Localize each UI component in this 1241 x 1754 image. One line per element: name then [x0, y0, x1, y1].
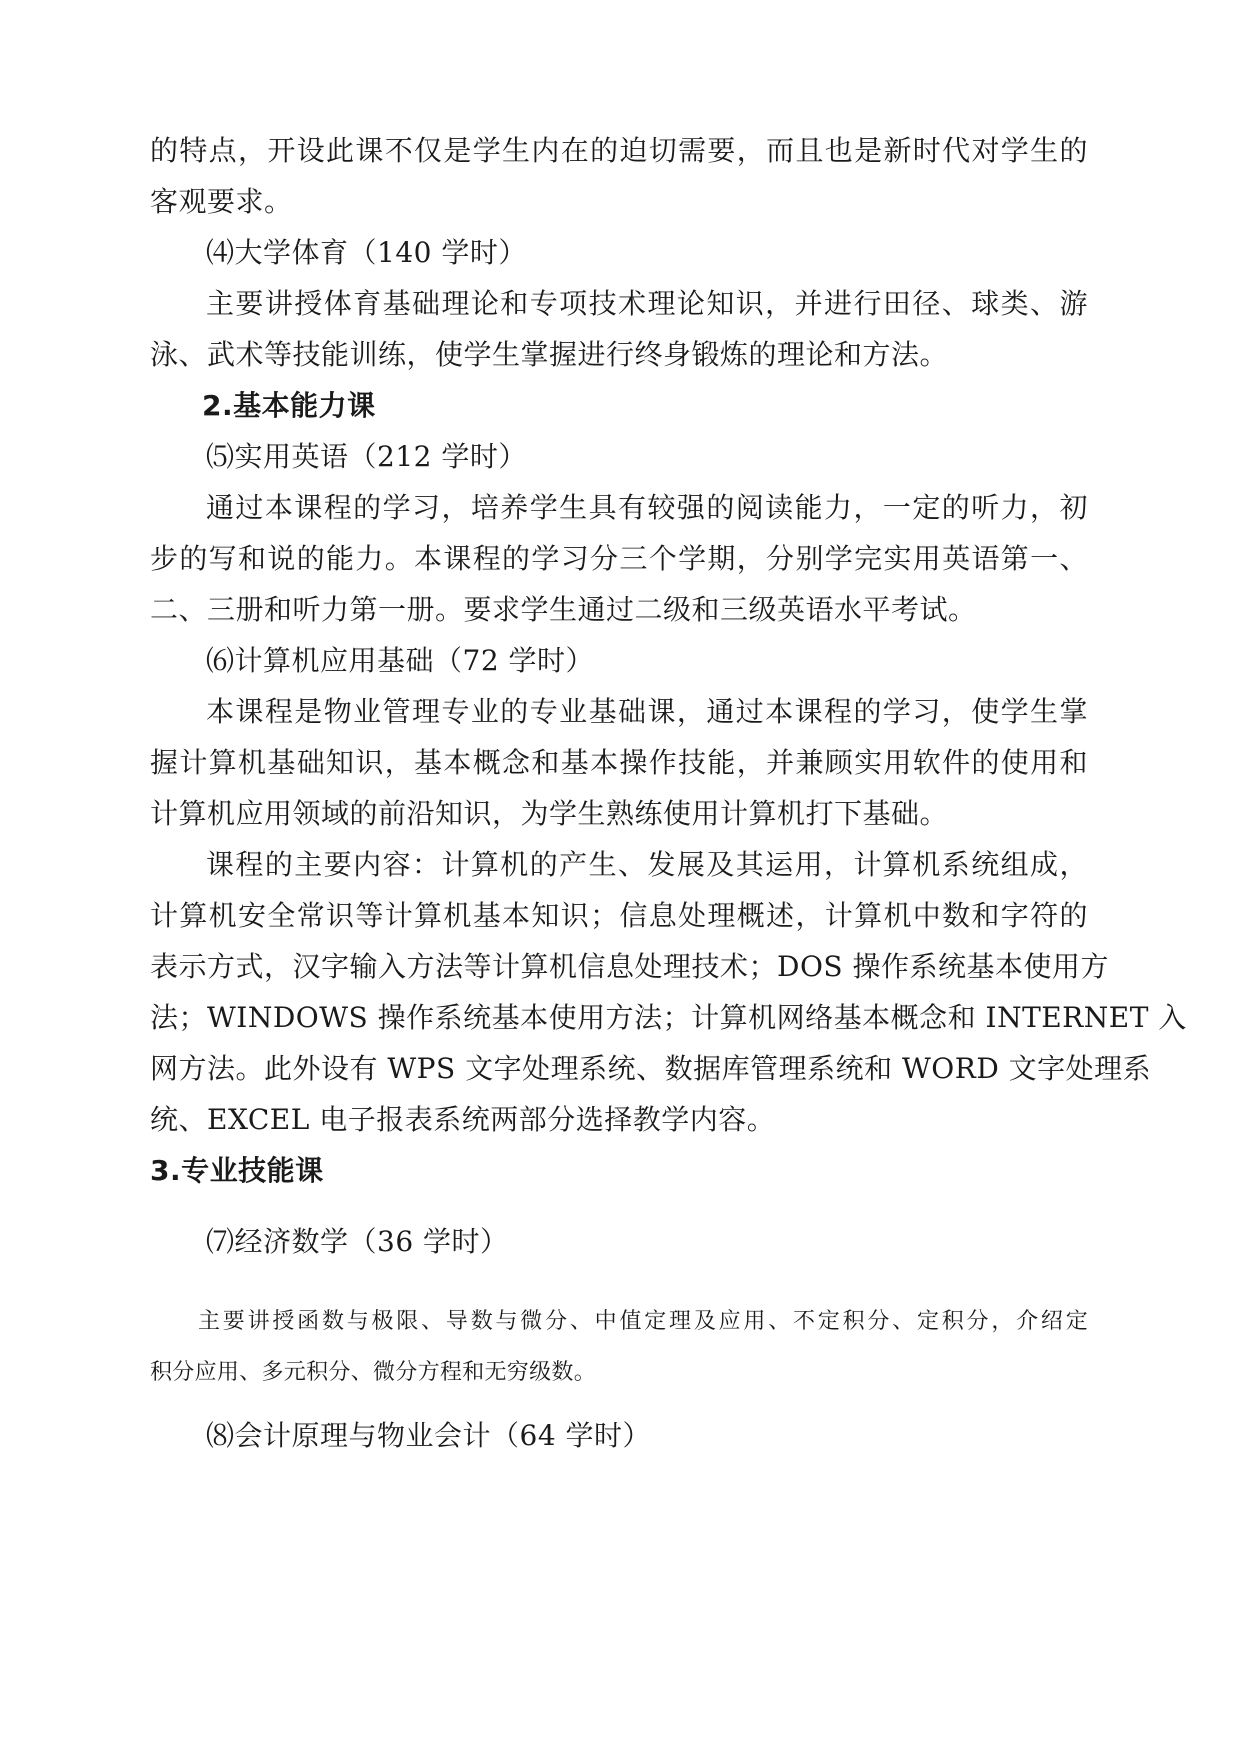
paragraph-line: 二、三册和听力第一册。要求学生通过二级和三级英语水平考试。 — [150, 593, 977, 626]
course-title-computer: ⑹计算机应用基础（72 学时） — [206, 644, 595, 677]
paragraph-line: 表示方式，汉字输入方法等计算机信息处理技术；DOS 操作系统基本使用方 — [150, 950, 1109, 983]
paragraph-line: 的特点，开设此课不仅是学生内在的迫切需要，而且也是新时代对学生的 — [150, 134, 1088, 167]
paragraph-line: 积分应用、多元积分、微分方程和无穷级数。 — [150, 1360, 597, 1385]
course-title-economic-math: ⑺经济数学（36 学时） — [206, 1225, 509, 1258]
paragraph-line: 客观要求。 — [150, 185, 293, 218]
course-title-accounting: ⑻会计原理与物业会计（64 学时） — [206, 1419, 652, 1452]
paragraph-line: 课程的主要内容：计算机的产生、发展及其运用，计算机系统组成， — [206, 848, 1088, 881]
paragraph-line: 本课程是物业管理专业的专业基础课，通过本课程的学习，使学生掌 — [206, 695, 1088, 728]
section-heading-professional-skills: 3.专业技能课 — [150, 1154, 324, 1187]
paragraph-line: 泳、武术等技能训练，使学生掌握进行终身锻炼的理论和方法。 — [150, 338, 949, 371]
paragraph-line: 统、EXCEL 电子报表系统两部分选择教学内容。 — [150, 1103, 776, 1136]
paragraph-line: 网方法。此外设有 WPS 文字处理系统、数据库管理系统和 WORD 文字处理系 — [150, 1052, 1152, 1085]
paragraph-line: 计算机安全常识等计算机基本知识；信息处理概述，计算机中数和字符的 — [150, 899, 1088, 932]
paragraph-line: 主要讲授体育基础理论和专项技术理论知识，并进行田径、球类、游 — [206, 287, 1088, 320]
paragraph-line: 步的写和说的能力。本课程的学习分三个学期，分别学完实用英语第一、 — [150, 542, 1088, 575]
paragraph-line: 计算机应用领域的前沿知识，为学生熟练使用计算机打下基础。 — [150, 797, 949, 830]
section-heading-basic-ability: 2.基本能力课 — [202, 389, 376, 422]
course-title-pe: ⑷大学体育（140 学时） — [206, 236, 527, 269]
paragraph-line: 通过本课程的学习，培养学生具有较强的阅读能力，一定的听力，初 — [206, 491, 1088, 524]
paragraph-line: 主要讲授函数与极限、导数与微分、中值定理及应用、不定积分、定积分，介绍定 — [198, 1309, 1088, 1334]
course-title-english: ⑸实用英语（212 学时） — [206, 440, 527, 473]
paragraph-line: 法；WINDOWS 操作系统基本使用方法；计算机网络基本概念和 INTERNET 入 — [150, 1001, 1187, 1034]
paragraph-line: 握计算机基础知识，基本概念和基本操作技能，并兼顾实用软件的使用和 — [150, 746, 1088, 779]
